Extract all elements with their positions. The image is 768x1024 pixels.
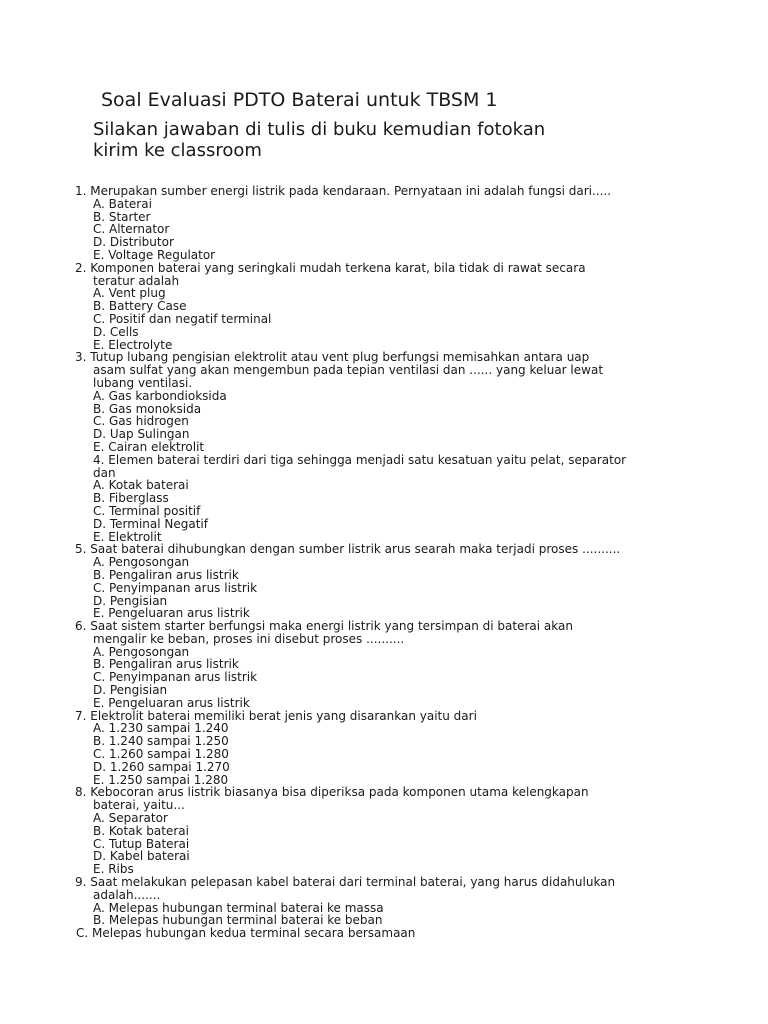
option-line: A. Pengosongan	[93, 644, 190, 659]
option-line: C. Gas hidrogen	[93, 414, 189, 429]
option-line: C. Melepas hubungan kedua terminal secara bersamaan	[76, 926, 416, 941]
question-line: 9. Saat melakukan pelepasan kabel baterai dari terminal baterai, yang harus didahulukan	[75, 875, 616, 890]
option-line: B. Pengaliran arus listrik	[93, 657, 239, 672]
option-line: C. Penyimpanan arus listrik	[93, 580, 258, 595]
option-line: mengalir ke beban, proses ini disebut proses ..........	[93, 631, 405, 646]
option-line: baterai, yaitu...	[93, 798, 185, 813]
question-list	[0, 185, 768, 940]
option-line: D. Cells	[93, 324, 139, 339]
option-line: A. Gas karbondioksida	[93, 388, 227, 403]
option-line: teratur adalah	[93, 273, 180, 288]
option-line: D. Pengisian	[93, 593, 168, 608]
option-line: asam sulfat yang akan mengembun pada tepian ventilasi dan ...... yang keluar lewat	[93, 363, 604, 378]
option-line: lubang ventilasi.	[93, 375, 193, 390]
option-line: D. 1.260 sampai 1.270	[93, 759, 230, 774]
option-line: B. Starter	[93, 209, 151, 224]
option-line: E. Pengeluaran arus listrik	[93, 606, 250, 621]
option-line: B. Pengaliran arus listrik	[93, 567, 239, 582]
question-line: 3. Tutup lubang pengisian elektrolit atau vent plug berfungsi memisahkan antara uap	[75, 350, 590, 365]
option-line: B. 1.240 sampai 1.250	[93, 734, 229, 749]
option-line: C. 1.260 sampai 1.280	[93, 747, 229, 762]
option-line: A. 1.230 sampai 1.240	[93, 721, 229, 736]
option-line: D. Terminal Negatif	[93, 516, 208, 531]
option-line: E. Voltage Regulator	[93, 247, 216, 262]
question-line: 1. Merupakan sumber energi listrik pada kendaraan. Pernyataan ini adalah fungsi dari.....	[75, 184, 612, 198]
option-line: 4. Elemen baterai terdiri dari tiga sehingga menjadi satu kesatuan yaitu pelat, separator	[93, 452, 627, 467]
question-line: 6. Saat sistem starter berfungsi maka energi listrik yang tersimpan di baterai akan	[75, 619, 573, 634]
option-line: B. Kotak baterai	[93, 823, 189, 838]
option-line: C. Positif dan negatif terminal	[93, 311, 272, 326]
option-line: B. Battery Case	[93, 299, 187, 314]
option-line: A. Melepas hubungan terminal baterai ke massa	[93, 900, 384, 915]
option-line: D. Pengisian	[93, 683, 168, 698]
option-line: D. Uap Sulingan	[93, 427, 190, 442]
option-line: adalah.......	[93, 887, 161, 902]
instruction-text	[93, 119, 693, 161]
option-line: C. Tutup Baterai	[93, 836, 190, 851]
option-line: E. Pengeluaran arus listrik	[93, 695, 250, 710]
question-line: 2. Komponen baterai yang seringkali mudah terkena karat, bila tidak di rawat secara	[75, 260, 586, 275]
question-line: 5. Saat baterai dihubungkan dengan sumber listrik arus searah maka terjadi proses ..........	[75, 542, 621, 557]
option-line: E. Cairan elektrolit	[93, 439, 205, 454]
option-line: E. 1.250 sampai 1.280	[93, 772, 229, 787]
option-line: E. Elektrolit	[93, 529, 162, 544]
document-title: Soal Evaluasi PDTO Baterai untuk TBSM 1	[101, 89, 498, 111]
option-line: C. Penyimpanan arus listrik	[93, 670, 258, 685]
option-line: A. Separator	[93, 811, 168, 826]
option-line: D. Kabel baterai	[93, 849, 190, 864]
option-line: A. Baterai	[93, 196, 152, 211]
question-line: 7. Elektrolit baterai memiliki berat jenis yang disarankan yaitu dari	[75, 708, 477, 723]
option-line: A. Vent plug	[93, 286, 166, 301]
option-line: dan	[93, 465, 116, 480]
instruction-line: kirim ke classroom	[93, 140, 262, 161]
option-line: B. Melepas hubungan terminal baterai ke beban	[93, 913, 383, 928]
instruction-line: Silakan jawaban di tulis di buku kemudian fotokan	[93, 119, 546, 140]
option-line: C. Terminal positif	[93, 503, 201, 518]
option-line: C. Alternator	[93, 222, 170, 237]
option-line: D. Distributor	[93, 235, 174, 250]
option-line: A. Pengosongan	[93, 555, 190, 570]
option-line: A. Kotak baterai	[93, 478, 189, 493]
option-line: B. Fiberglass	[93, 491, 169, 506]
option-line: E. Electrolyte	[93, 337, 173, 352]
option-line: B. Gas monoksida	[93, 401, 202, 416]
question-line: 8. Kebocoran arus listrik biasanya bisa diperiksa pada komponen utama kelengkapan	[75, 785, 589, 800]
option-line: E. Ribs	[93, 862, 134, 877]
